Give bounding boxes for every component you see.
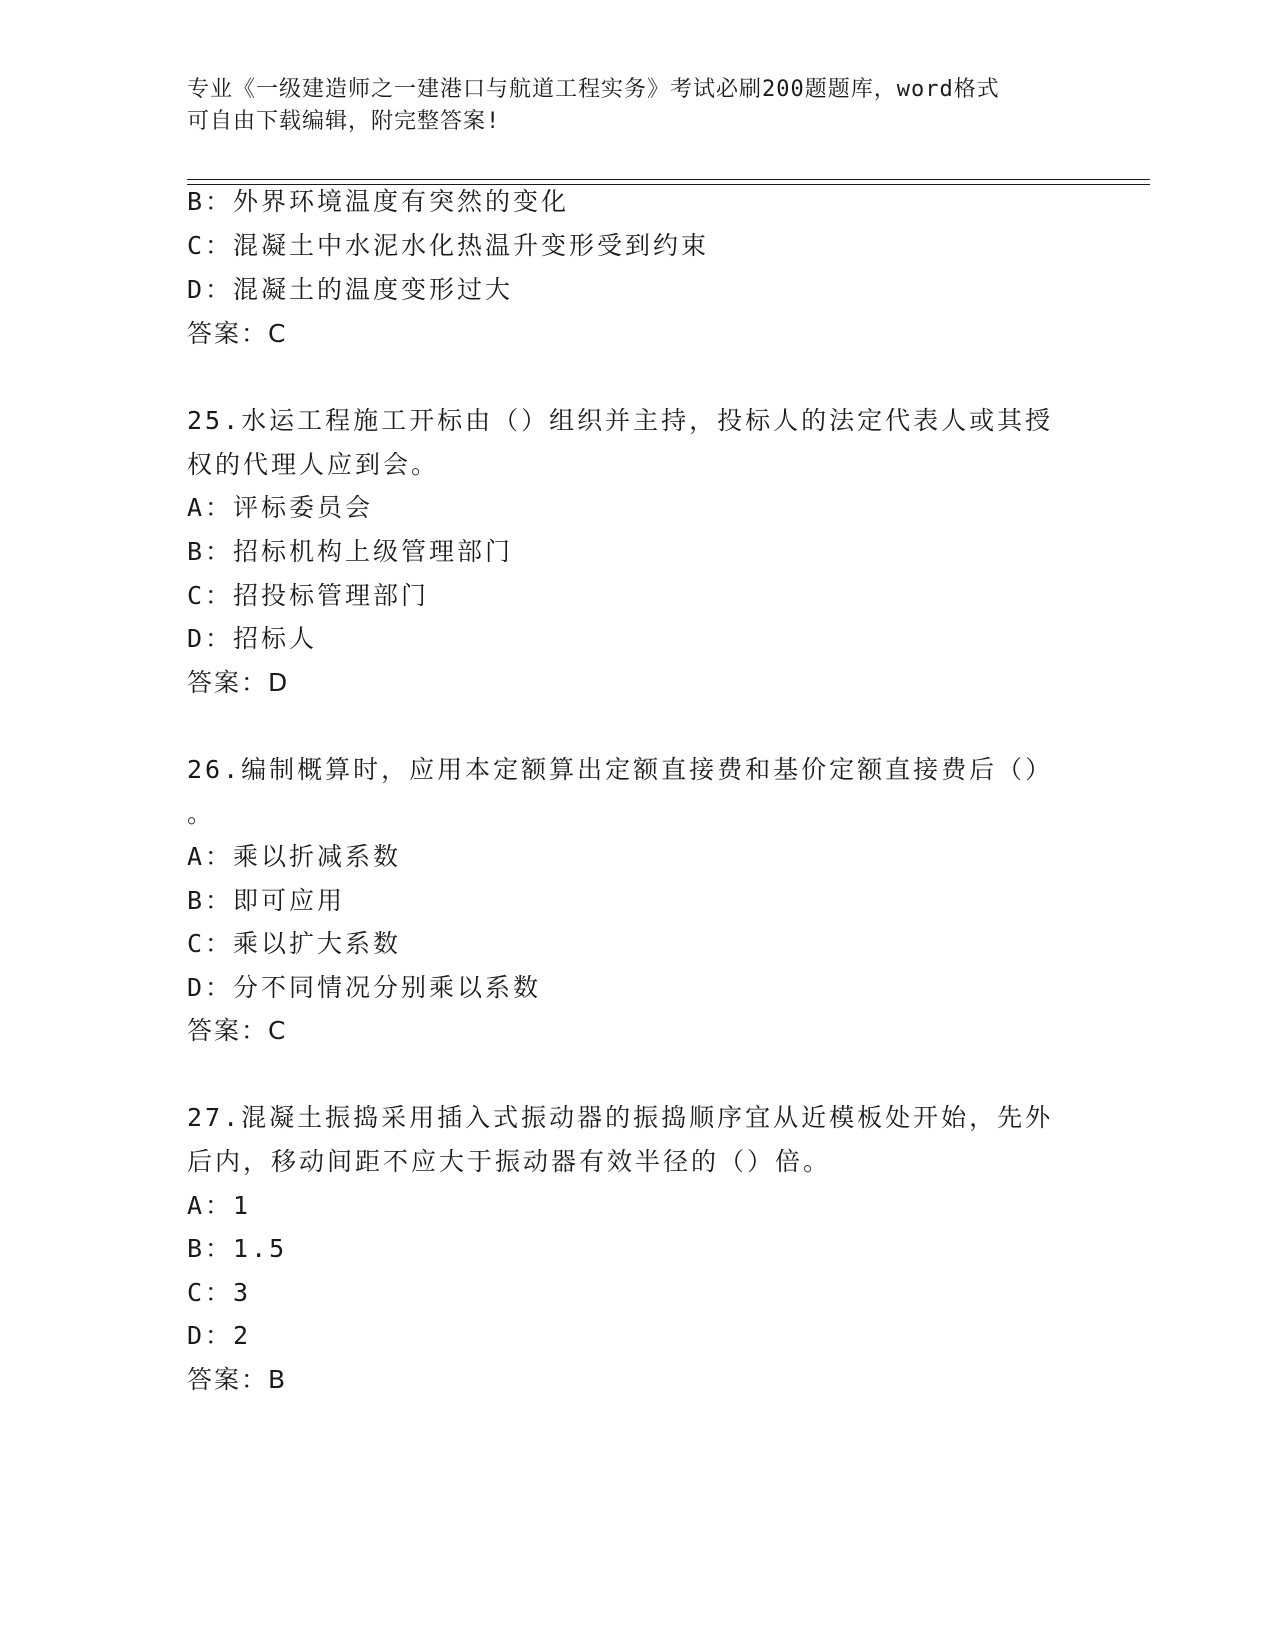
question-27-stem-line-1: 27.混凝土振捣采用插入式振动器的振捣顺序宜从近模板处开始，先外 bbox=[187, 1103, 1054, 1132]
header-rule-bottom bbox=[187, 184, 1150, 185]
header-line-1: 专业《一级建造师之一建港口与航道工程实务》考试必刷200题题库，word格式 bbox=[187, 77, 1000, 102]
question-25-answer: 答案：D bbox=[187, 668, 290, 697]
question-26-stem-line-1: 26.编制概算时，应用本定额算出定额直接费和基价定额直接费后（） bbox=[187, 755, 1054, 784]
option-d: D：混凝土的温度变形过大 bbox=[187, 275, 514, 304]
question-25-stem-line-1: 25.水运工程施工开标由（）组织并主持，投标人的法定代表人或其授 bbox=[187, 406, 1054, 435]
question-27-option-d: D：2 bbox=[187, 1321, 252, 1350]
option-c: C：混凝土中水泥水化热温升变形受到约束 bbox=[187, 231, 710, 260]
document-header bbox=[187, 74, 1077, 138]
question-26-option-b: B：即可应用 bbox=[187, 886, 346, 915]
header-rule-top bbox=[187, 179, 1150, 180]
question-25-option-c: C：招投标管理部门 bbox=[187, 581, 430, 610]
question-27-option-a: A：1 bbox=[187, 1191, 252, 1220]
question-26-option-a: A：乘以折减系数 bbox=[187, 842, 402, 871]
header-line-2: 可自由下载编辑，附完整答案! bbox=[187, 109, 501, 134]
option-b: B：外界环境温度有突然的变化 bbox=[187, 187, 570, 216]
question-27-option-b: B：1.5 bbox=[187, 1234, 288, 1263]
question-27-stem-line-2: 后内，移动间距不应大于振动器有效半径的（）倍。 bbox=[187, 1147, 832, 1176]
question-27-answer: 答案：B bbox=[187, 1365, 288, 1394]
question-26-option-c: C：乘以扩大系数 bbox=[187, 929, 402, 958]
question-27-option-c: C：3 bbox=[187, 1278, 252, 1307]
question-25-option-d: D：招标人 bbox=[187, 624, 318, 653]
question-26-stem-line-2: 。 bbox=[187, 799, 216, 828]
question-25-option-b: B：招标机构上级管理部门 bbox=[187, 537, 514, 566]
question-26-option-d: D：分不同情况分别乘以系数 bbox=[187, 973, 542, 1002]
question-26-answer: 答案：C bbox=[187, 1016, 288, 1045]
question-25-stem-line-2: 权的代理人应到会。 bbox=[187, 450, 440, 479]
answer-line: 答案：C bbox=[187, 319, 288, 348]
question-25-option-a: A：评标委员会 bbox=[187, 493, 374, 522]
